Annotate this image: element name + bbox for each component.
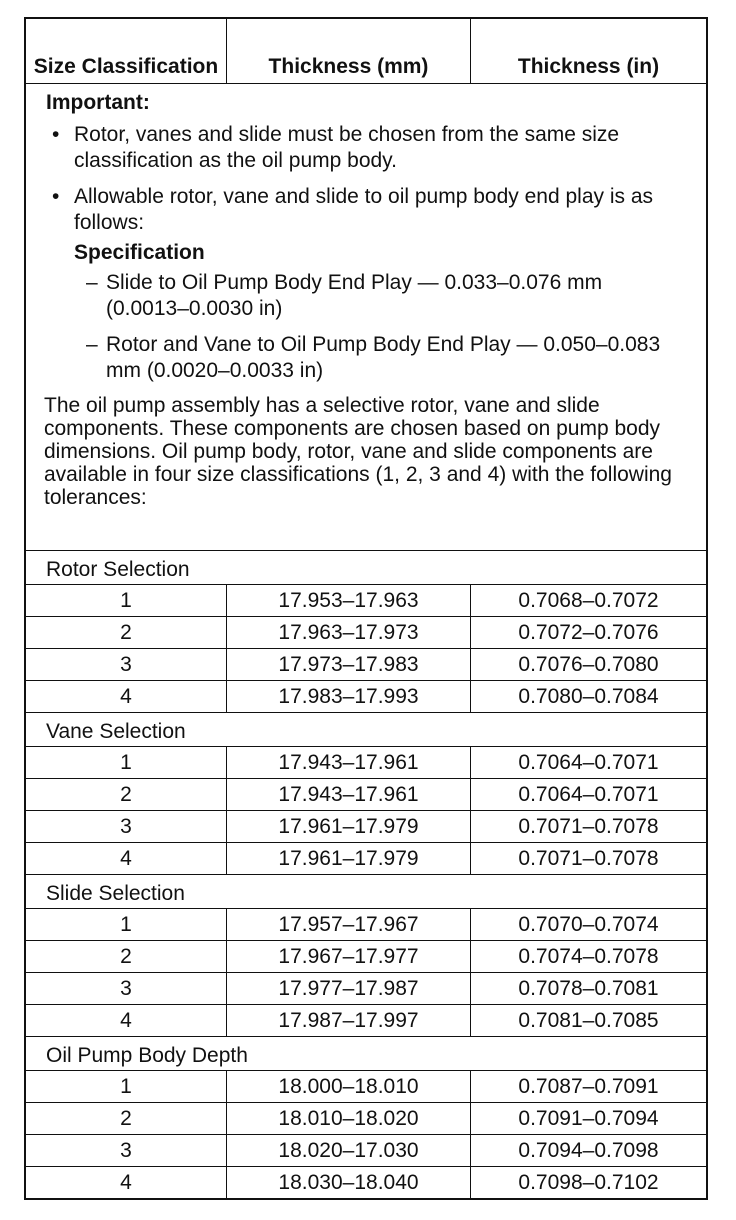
group-title: Oil Pump Body Depth <box>25 1037 707 1071</box>
table-row <box>25 973 707 1005</box>
thickness-in-cell: 0.7081–0.7085 <box>471 1005 708 1037</box>
spec-item: – Rotor and Vane to Oil Pump Body End Play — 0.050–0.083 mm (0.0020–0.0033 in) <box>106 332 688 384</box>
group-header-row <box>25 713 707 747</box>
pump-spec-table <box>24 17 708 1200</box>
bullet-item: • Allowable rotor, vane and slide to oil pump body end play is as follows: <box>74 184 688 236</box>
group-header-row <box>25 1037 707 1071</box>
thickness-mm-cell: 17.943–17.961 <box>227 747 471 779</box>
header-thickness-in: Thickness (in) <box>471 18 708 84</box>
table-row <box>25 843 707 875</box>
size-cell: 2 <box>25 1103 227 1135</box>
size-cell: 3 <box>25 1135 227 1167</box>
size-cell: 4 <box>25 1005 227 1037</box>
thickness-mm-cell: 17.973–17.983 <box>227 649 471 681</box>
thickness-in-cell: 0.7094–0.7098 <box>471 1135 708 1167</box>
table-row <box>25 649 707 681</box>
thickness-in-cell: 0.7078–0.7081 <box>471 973 708 1005</box>
table-row <box>25 909 707 941</box>
table-row <box>25 617 707 649</box>
table-row <box>25 681 707 713</box>
thickness-in-cell: 0.7098–0.7102 <box>471 1167 708 1200</box>
table-row <box>25 585 707 617</box>
thickness-mm-cell: 17.967–17.977 <box>227 941 471 973</box>
thickness-mm-cell: 17.957–17.967 <box>227 909 471 941</box>
bullet-item: • Rotor, vanes and slide must be chosen from the same size classification as the oil pump body. <box>74 122 688 174</box>
thickness-in-cell: 0.7071–0.7078 <box>471 811 708 843</box>
table-row <box>25 811 707 843</box>
size-cell: 3 <box>25 973 227 1005</box>
table-row <box>25 1071 707 1103</box>
thickness-in-cell: 0.7074–0.7078 <box>471 941 708 973</box>
thickness-mm-cell: 17.977–17.987 <box>227 973 471 1005</box>
size-cell: 3 <box>25 811 227 843</box>
spec-item: – Slide to Oil Pump Body End Play — 0.033–0.076 mm (0.0013–0.0030 in) <box>106 270 688 322</box>
group-title: Rotor Selection <box>25 551 707 585</box>
size-cell: 2 <box>25 779 227 811</box>
thickness-mm-cell: 17.961–17.979 <box>227 843 471 875</box>
table-row <box>25 779 707 811</box>
selection-groups <box>25 551 707 1200</box>
thickness-mm-cell: 17.987–17.997 <box>227 1005 471 1037</box>
thickness-mm-cell: 18.030–18.040 <box>227 1167 471 1200</box>
table-row <box>25 1135 707 1167</box>
table-row <box>25 747 707 779</box>
table-row <box>25 1103 707 1135</box>
thickness-in-cell: 0.7071–0.7078 <box>471 843 708 875</box>
thickness-in-cell: 0.7087–0.7091 <box>471 1071 708 1103</box>
size-cell: 1 <box>25 1071 227 1103</box>
thickness-mm-cell: 17.961–17.979 <box>227 811 471 843</box>
thickness-in-cell: 0.7068–0.7072 <box>471 585 708 617</box>
table-row <box>25 941 707 973</box>
thickness-in-cell: 0.7072–0.7076 <box>471 617 708 649</box>
group-header-row <box>25 551 707 585</box>
size-cell: 1 <box>25 585 227 617</box>
table-row <box>25 1167 707 1200</box>
thickness-mm-cell: 17.983–17.993 <box>227 681 471 713</box>
size-cell: 3 <box>25 649 227 681</box>
specification-list <box>46 270 688 384</box>
size-cell: 2 <box>25 941 227 973</box>
thickness-in-cell: 0.7064–0.7071 <box>471 779 708 811</box>
thickness-mm-cell: 17.963–17.973 <box>227 617 471 649</box>
thickness-mm-cell: 18.000–18.010 <box>227 1071 471 1103</box>
header-row <box>25 18 707 84</box>
specification-heading: Specification <box>74 241 205 264</box>
table-row <box>25 1005 707 1037</box>
thickness-mm-cell: 17.943–17.961 <box>227 779 471 811</box>
notes-row <box>25 84 707 551</box>
size-cell: 4 <box>25 681 227 713</box>
important-list <box>46 122 688 236</box>
header-thickness-mm: Thickness (mm) <box>227 18 471 84</box>
thickness-in-cell: 0.7080–0.7084 <box>471 681 708 713</box>
thickness-mm-cell: 18.010–18.020 <box>227 1103 471 1135</box>
spec-sheet <box>24 17 708 1200</box>
size-cell: 4 <box>25 1167 227 1200</box>
thickness-mm-cell: 18.020–17.030 <box>227 1135 471 1167</box>
header-size-classification: Size Classification <box>25 18 227 84</box>
size-cell: 1 <box>25 909 227 941</box>
group-title: Slide Selection <box>25 875 707 909</box>
thickness-in-cell: 0.7091–0.7094 <box>471 1103 708 1135</box>
group-title: Vane Selection <box>25 713 707 747</box>
description-paragraph: The oil pump assembly has a selective rotor, vane and slide components. These components are chosen based on pump body dimensions. Oil pump body, rotor, vane and slide components are available in four size classifications (1, 2, 3 and 4) with the following tolerances: <box>44 394 672 509</box>
size-cell: 4 <box>25 843 227 875</box>
size-cell: 1 <box>25 747 227 779</box>
thickness-in-cell: 0.7076–0.7080 <box>471 649 708 681</box>
group-header-row <box>25 875 707 909</box>
notes-cell <box>25 84 707 551</box>
thickness-mm-cell: 17.953–17.963 <box>227 585 471 617</box>
important-heading: Important: <box>46 91 150 114</box>
thickness-in-cell: 0.7070–0.7074 <box>471 909 708 941</box>
thickness-in-cell: 0.7064–0.7071 <box>471 747 708 779</box>
size-cell: 2 <box>25 617 227 649</box>
